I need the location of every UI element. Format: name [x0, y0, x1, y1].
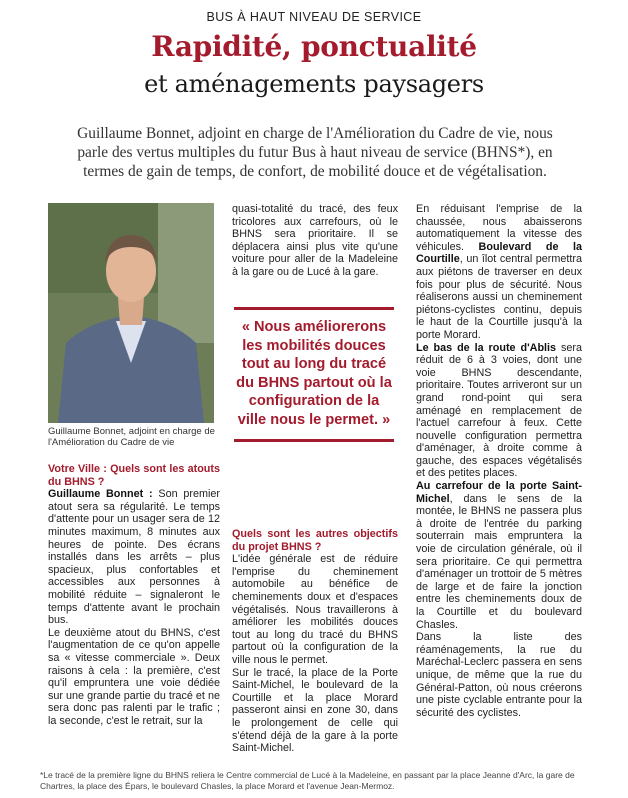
- column-1: [48, 463, 220, 727]
- text: , un îlot central permettra aux piétons de traverser en deux fois pour plus de sécurité. Nous réaliserons aussi un cheminement piétons-cyclistes continu, depuis le haut de la Courtille jusqu'à la porte Morard.: [416, 253, 582, 341]
- page-subtitle: et aménagements paysagers: [144, 70, 484, 98]
- photo-caption: Guillaume Bonnet, adjoint en charge de l'Amélioration du Cadre de vie: [48, 426, 215, 448]
- answer-1-paragraph-2: Le deuxième atout du BHNS, c'est l'augmentation de ce qu'on appelle sa « vitesse commerciale ». Deux raisons à cela : la première, c'est qu'il empruntera une voie dédiée sur une grande partie du tracé et ne sera donc pas ralenti par le trafic ; la seconde, c'est le retrait, sur la: [48, 626, 220, 727]
- pull-quote: « Nous améliorerons les mobilités douces tout au long du tracé du BHNS partout où la configuration de la ville nous le permet. »: [234, 307, 394, 442]
- column-3-paragraph-2: [416, 342, 582, 481]
- text: En réduisant l'emprise de la chaussée, nous abaisserons automatiquement la vitesse des véhicules.: [416, 203, 582, 253]
- answer-1-paragraph: [48, 488, 220, 627]
- place-name: Au carrefour de la porte Saint-Michel: [416, 480, 582, 505]
- column-2-paragraph: quasi-totalité du tracé, des feux tricolores aux carrefours, où le BHNS sera prioritaire. Il se déplacera ainsi plus vite qu'une voiture pour aller de la Madeleine à la gare ou de Lucé à la gare.: [232, 203, 398, 278]
- place-name: Le bas de la route d'Ablis: [416, 341, 557, 354]
- column-2-bottom: [232, 528, 398, 755]
- place-name: Boulevard de la Courtille: [416, 240, 583, 266]
- column-3: [416, 203, 582, 719]
- intro-paragraph: Guillaume Bonnet, adjoint en charge de l'Amélioration du Cadre de vie, nous parle des vertus multiples du futur Bus à haut niveau de service (BHNS*), en termes de gain de temps, de confort, de mobilité douce et de végétalisation.: [77, 125, 553, 180]
- footnote: *Le tracé de la première ligne du BHNS reliera le Centre commercial de Lucé à la Madeleine, en passant par la place Jeanne d'Arc, la gare de Chartres, la place des Épars, le boulevard Chasles, la place Morard et l'avenue Jean-Mermoz.: [40, 770, 575, 791]
- question-1: Votre Ville : Quels sont les atouts du BHNS ?: [48, 463, 220, 488]
- column-3-paragraph-4: Dans la liste des réaménagements, la rue du Maréchal-Leclerc passera en sens unique, de même que la rue du Général-Patton, où nous créerons une piste cyclable entrante pour la sécurité des cyclistes.: [416, 631, 582, 719]
- answer-2-paragraph-2: Sur le tracé, la place de la Porte Saint-Michel, le boulevard de la Courtille et la place Morard passeront ainsi en zone 30, dans le prolongement de celle qui s'étend déjà de la gare à la porte Saint-Michel.: [232, 666, 398, 755]
- portrait-photo: [48, 203, 214, 423]
- text: sera réduit de 6 à 3 voies, dont une voie BHNS descendante, prioritaire. Toutes arriveront sur un grand rond-point qui sera aménagé en remplacement de l'actuel carrefour à feux. Cette nouvelle configuration permettra d'aménager, à droite comme à gauche, des espaces végétalisés et des petites places.: [416, 341, 582, 480]
- page-title: Rapidité, ponctualité: [151, 30, 477, 63]
- column-3-paragraph-3: [416, 480, 582, 631]
- column-3-paragraph-1: [416, 203, 582, 342]
- answer-1-text: Son premier atout sera sa régularité. Le temps d'attente pour un usager sera de 12 minutes maximum, 8 minutes aux heures de pointe. Des écrans installés dans les arrêts – plus spacieux, plus confortables et accessibles aux personnes à mobilité réduite – signaleront le temps d'attente avant le prochain bus.: [48, 488, 220, 627]
- column-2-top: [232, 203, 398, 279]
- answer-2-paragraph: L'idée générale est de réduire l'emprise du cheminement automobile au bénéfice de cheminements doux et d'espaces végétalisés. Nous travaillerons à améliorer les mobilités douces tout au long du tracé du BHNS partout où la configuration de la ville nous le permet.: [232, 553, 398, 666]
- question-2: Quels sont les autres objectifs du projet BHNS ?: [232, 528, 398, 553]
- text: , dans le sens de la montée, le BHNS ne passera plus à droite de l'entrée du parking souterrain mais empruntera la voie de circulation générale, où il sera prioritaire. Ce qui permettra d'aménager un trottoir de 5 mètres de large et de faire la jonction entre les cheminements doux de la Courtille et du boulevard Chasles.: [416, 492, 582, 631]
- speaker-name: Guillaume Bonnet :: [48, 488, 153, 501]
- kicker: BUS À HAUT NIVEAU DE SERVICE: [206, 10, 422, 24]
